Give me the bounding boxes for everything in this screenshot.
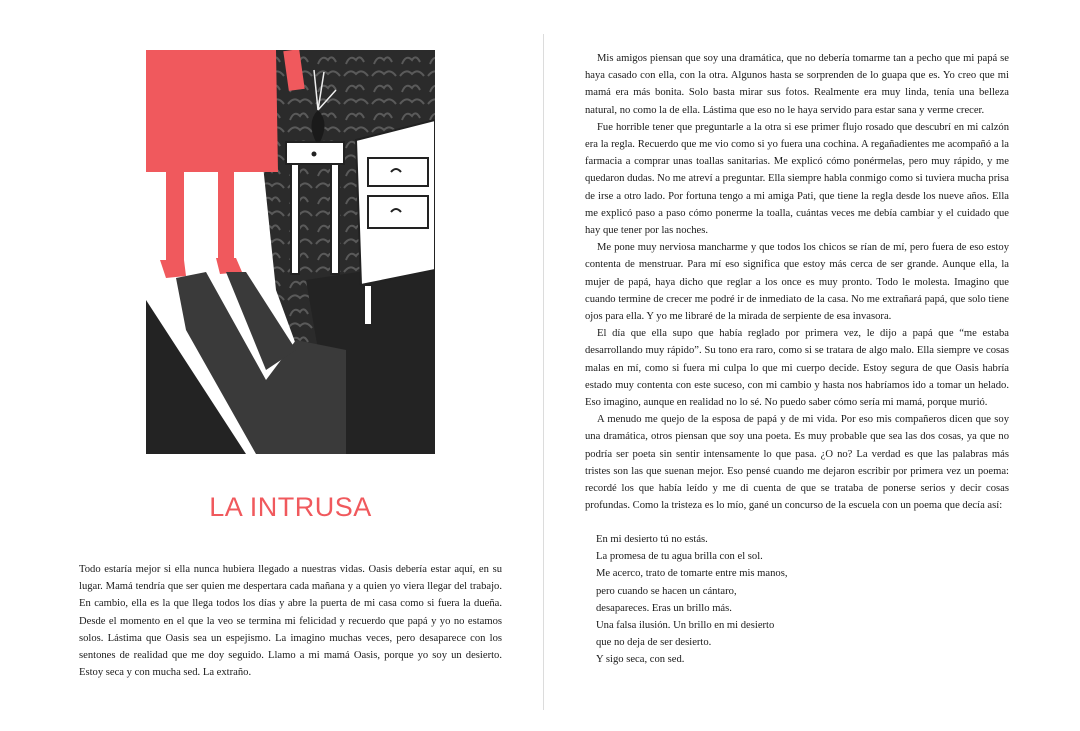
right-paragraph-3: Me pone muy nerviosa mancharme y que todos los chicos se rían de mí, pero fuera de eso estoy contenta de menstruar. Para mí eso significa que estoy más cerca de ser grande. Aunque ella, la mujer de papá, haya dicho que reglar a los once es muy pronto. Todo le molesta. Imagino que cuando termine de crecer me podré ir de inmediato de la casa. No me extrañará papá, que solo tiene ojos para ella. Y yo me libraré de la mirada de serpiente de esa invasora.	[585, 242, 1009, 323]
right-paragraph-5: A menudo me quejo de la esposa de papá y de mi vida. Por eso mis compañeros dicen que soy una dramática, otros piensan que soy una poeta. Es muy probable que sea las dos cosas, ya que no podría ser poeta sin sentir intensamente lo que pasa. ¿O no? La verdad es que las palabras más tristes son las que suenan mejor. Eso pensé cuando me dejaron escribir por primera vez un poema: recordé los que había leído y me di cuenta de que se trataba de ponerse serios y decir cosas profundas. Como la tristeza es lo mío, gané un concurso de la escuela con un poema que decía así:	[585, 414, 1009, 512]
poem	[596, 531, 896, 669]
poem-line: que no deja de ser desierto.	[596, 637, 712, 649]
poem-line: La promesa de tu agua brilla con el sol.	[596, 551, 763, 563]
illustration-woman-with-shadow	[146, 50, 435, 454]
page-divider	[543, 34, 544, 710]
left-column-text	[79, 561, 502, 681]
right-paragraph-4: El día que ella supo que había reglado por primera vez, le dijo a papá que “me estaba desarrollando muy rápido”. Su tono era raro, como si se tratara de algo malo. Ella siempre ve cosas malas en mí, como si fuera mi culpa lo que mi cuerpo decide. Estoy segura de que Oasis habría estado muy contenta con este suceso, con mi cambio y hasta nos habríamos ido a tomar un helado. Eso imagino, aunque en realidad no lo sé. No puedo saber cómo sería mi mamá, porque murió.	[585, 328, 1009, 409]
right-paragraph-2: Fue horrible tener que preguntarle a la otra si ese primer flujo rosado que descubrí en mi calzón era la regla. Recuerdo que me vio como si yo fuera una cochina. A regañadientes me acompañó a la farmacia a comprar unas toallas sanitarias. Me explicó cómo ponérmelas, pero muy rápido, y me quedaron dudas. No me atreví a preguntar. Ella siempre habla conmigo como si tuviera mucha prisa de irse a otro lado. Por fortuna tengo a mi amiga Pati, que tiene la regla desde los nueve años. Ella me explicó paso a paso cómo ponerme la toalla, cuántas veces me debía cambiar y el cuidado que hay que tener por las noches.	[585, 121, 1009, 237]
poem-line: Una falsa ilusión. Un brillo en mi desierto	[596, 620, 775, 632]
poem-line: desapareces. Eras un brillo más.	[596, 602, 732, 614]
right-paragraph-1: Mis amigos piensan que soy una dramática, que no debería tomarme tan a pecho que mi papá se haya casado con ella, con la otra. Algunos hasta se sorprenden de lo guapa que es. Yo creo que mi mamá era más bonita. Solo basta mirar sus fotos. Realmente era muy linda, tenía una belleza natural, no como la de ella. Lástima que eso no le haya servido para estar sana y verme crecer.	[585, 53, 1009, 116]
left-paragraph: Todo estaría mejor si ella nunca hubiera llegado a nuestras vidas. Oasis debería estar aquí, en su lugar. Mamá tendría que ser quien me despertara cada mañana y a quien yo viera llegar del trabajo. En cambio, ella es la que llega todos los días y abre la puerta de mi casa como si fuera la dueña. Desde el momento en el que la veo se termina mi felicidad y recuerdo que papá y yo no estamos solos. Lástima que Oasis sea un espejismo. La imagino muchas veces, pero desaparece con los sentones de realidad que me doy seguido. Llamo a mi mamá Oasis, porque yo soy un desierto. Estoy seca y con mucha sed. La extraño.	[79, 564, 502, 679]
poem-line: En mi desierto tú no estás.	[596, 534, 708, 545]
right-column-text	[585, 50, 1009, 514]
poem-line: Me acerco, trato de tomarte entre mis manos,	[596, 568, 788, 580]
story-title: LA INTRUSA	[209, 492, 372, 522]
poem-line: Y sigo seca, con sed.	[596, 654, 685, 666]
poem-line: pero cuando se hacen un cántaro,	[596, 585, 737, 597]
